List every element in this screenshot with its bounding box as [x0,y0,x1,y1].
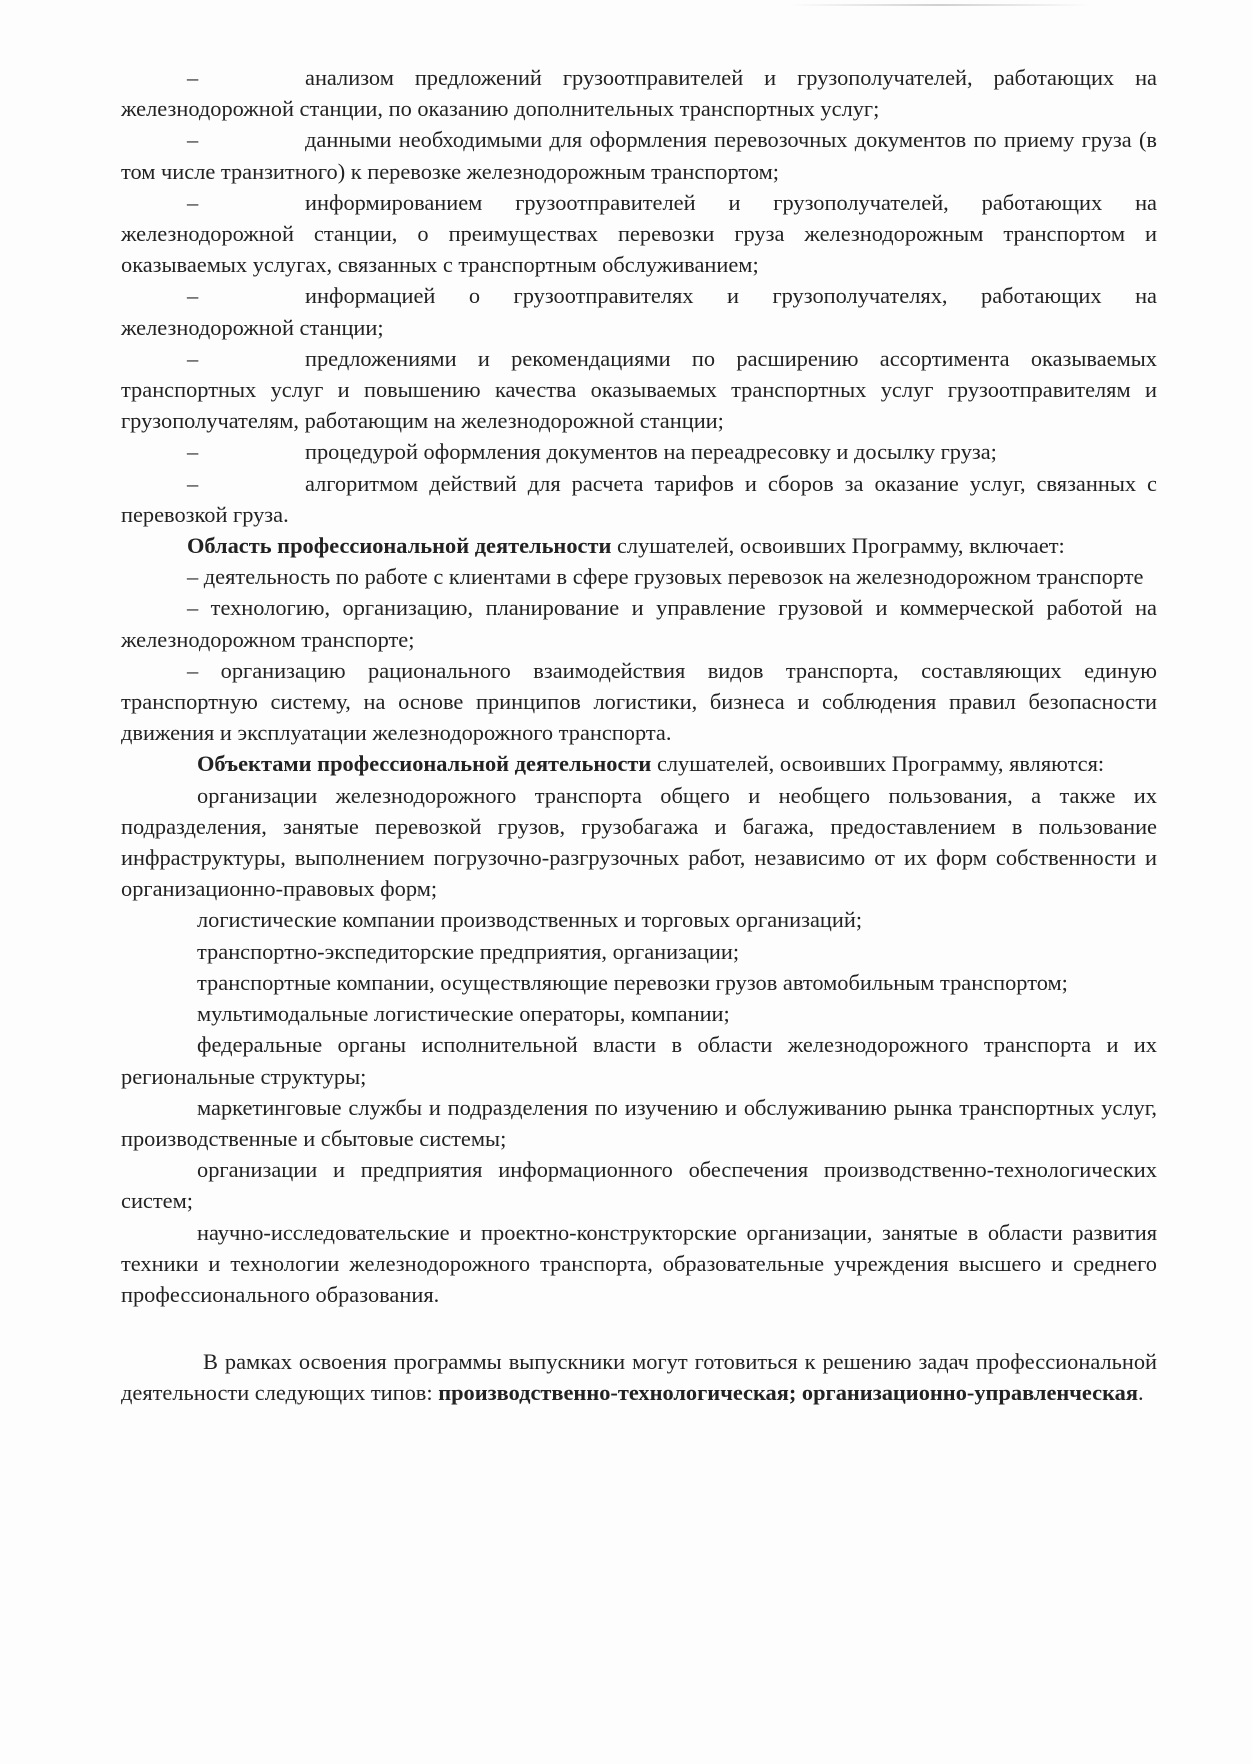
list-item: транспортные компании, осуществляющие перевозки грузов автомобильным транспортом; [197,969,1068,995]
list-item: маркетинговые службы и подразделения по изучению и обслуживанию рынка транспортных услуг, производственные и сбытовые системы; [121,1094,1157,1151]
list-item: – предложениями и рекомендациями по расширению ассортимента оказываемых транспортных услуг и повышению качества оказываемых транспортных услуг грузоотправителям и грузополучателям, работающим на железнодорожной станции; [121,345,1157,434]
list-item: мультимодальные логистические операторы, компании; [197,1001,730,1027]
list-item: – информированием грузоотправителей и грузополучателей, работающих на железнодорожной станции, о преимуществах перевозки груза железнодорожным транспортом и оказываемых услугах, связанных с транспортным обслуживанием; [121,189,1157,278]
activity-types: производственно-технологическая; организационно-управленческая [438,1380,1138,1406]
spacer [121,1310,1157,1346]
document-body [121,62,1157,1409]
list-item: организации и предприятия информационного обеспечения производственно-технологических систем; [121,1157,1157,1214]
list-item: организации железнодорожного транспорта общего и необщего пользования, а также их подразделения, занятые перевозкой грузов, грузобагажа и багажа, предоставлением в пользование инфраструктуры, выполнением погрузочно-разгрузочных работ, независимо от их форм собственности и организационно-правовых форм; [121,782,1157,902]
list-item: – технологию, организацию, планирование и управление грузовой и коммерческой работой на железнодорожном транспорте; [121,595,1157,652]
final-paragraph: В рамках освоения программы выпускники могут готовиться к решению задач профессиональной деятельности следующих типов: производственно-технологическая; организационно-управленческая. [121,1349,1157,1406]
list-item: – процедурой оформления документов на переадресовку и досылку груза; [187,439,997,465]
list-item: – анализом предложений грузоотправителей и грузополучателей, работающих на железнодорожной станции, по оказанию дополнительных транспортных услуг; [121,65,1157,122]
list-item: транспортно-экспедиторские предприятия, организации; [197,938,740,964]
area-section-title: Область профессиональной деятельности [187,533,612,559]
list-item: научно-исследовательские и проектно-конструкторские организации, занятые в области развития техники и технологии железнодорожного транспорта, образовательные учреждения высшего и среднего профессионального образования. [121,1219,1157,1307]
list-item: – данными необходимыми для оформления перевозочных документов по приему груза (в том числе транзитного) к перевозке железнодорожным транспортом; [121,127,1157,184]
objects-section-intro: Объектами профессиональной деятельности слушателей, освоивших Программу, являются: [197,751,1105,777]
list-item: – деятельность по работе с клиентами в сфере грузовых перевозок на железнодорожном транспорте [187,564,1144,590]
list-item: федеральные органы исполнительной власти в области железнодорожного транспорта и их региональные структуры; [121,1032,1157,1089]
list-item: логистические компании производственных и торговых организаций; [197,907,863,933]
list-item: – информацией о грузоотправителях и грузополучателях, работающих на железнодорожной станции; [121,283,1157,340]
scan-artifact [790,4,1090,6]
list-item: – организацию рационального взаимодействия видов транспорта, составляющих единую транспортную систему, на основе принципов логистики, бизнеса и соблюдения правил безопасности движения и эксплуатации железнодорожного транспорта. [121,657,1157,746]
area-section-intro: Область профессиональной деятельности слушателей, освоивших Программу, включает: [187,533,1065,559]
objects-section-title: Объектами профессиональной деятельности [197,751,652,777]
list-item: – алгоритмом действий для расчета тарифов и сборов за оказание услуг, связанных с перевозкой груза. [121,470,1157,527]
